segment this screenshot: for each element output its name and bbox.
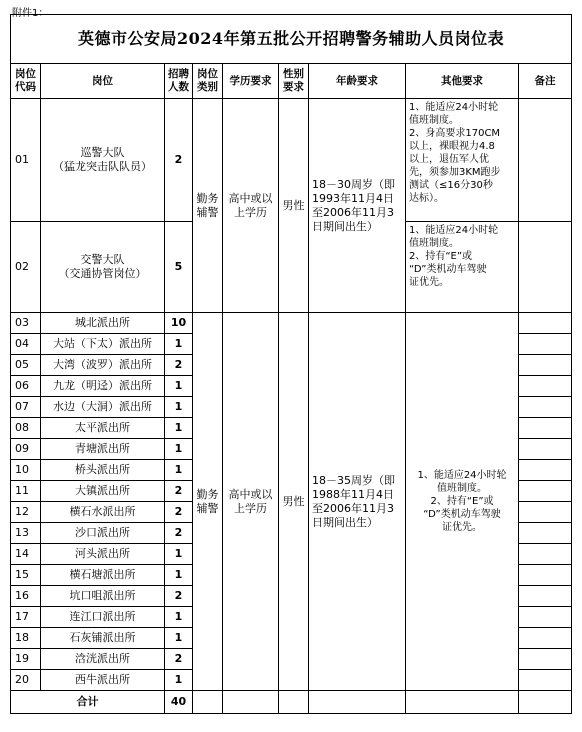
- row-position: 水边（大洞）派出所: [41, 397, 165, 418]
- row-position: 坑口咀派出所: [41, 586, 165, 607]
- row-code: 12: [11, 502, 41, 523]
- row-count: 1: [165, 460, 193, 481]
- row-note: [519, 607, 572, 628]
- row-code: 05: [11, 355, 41, 376]
- row-note: [519, 355, 572, 376]
- row-position: 横石塘派出所: [41, 565, 165, 586]
- header-row: [11, 64, 572, 99]
- row-count: 2: [165, 481, 193, 502]
- row-count: 1: [165, 670, 193, 691]
- row-position: 大站（下太）派出所: [41, 334, 165, 355]
- row-note: [519, 565, 572, 586]
- row-position: 横石水派出所: [41, 502, 165, 523]
- row-note: [519, 376, 572, 397]
- row-count: 2: [165, 99, 193, 222]
- row-position: 九龙（明迳）派出所: [41, 376, 165, 397]
- attachment-label: 附件1：: [12, 8, 49, 19]
- table-row: [11, 99, 572, 222]
- row-code: 07: [11, 397, 41, 418]
- row-note: [519, 502, 572, 523]
- row-code: 11: [11, 481, 41, 502]
- row-note: [519, 222, 572, 313]
- row-code: 09: [11, 439, 41, 460]
- group2-age: 18－35周岁（即 1988年11月4日 至2006年11月3 日期间出生）: [309, 313, 406, 691]
- row-note: [519, 460, 572, 481]
- row-code: 19: [11, 649, 41, 670]
- row-position: 西牛派出所: [41, 670, 165, 691]
- header-code: 岗位 代码: [11, 64, 41, 99]
- row-position: 巡警大队 （猛龙突击队队员）: [41, 99, 165, 222]
- row-count: 1: [165, 397, 193, 418]
- row-note: [519, 523, 572, 544]
- row-position: 浛洸派出所: [41, 649, 165, 670]
- header-category: 岗位 类别: [193, 64, 223, 99]
- header-education: 学历要求: [223, 64, 279, 99]
- row-count: 1: [165, 628, 193, 649]
- header-position: 岗位: [41, 64, 165, 99]
- row-note: [519, 397, 572, 418]
- group2-gender: 男性: [279, 313, 309, 691]
- row-count: 2: [165, 586, 193, 607]
- row-count: 10: [165, 313, 193, 334]
- header-other: 其他要求: [406, 64, 519, 99]
- header-count: 招聘 人数: [165, 64, 193, 99]
- row-count: 2: [165, 523, 193, 544]
- row-note: [519, 481, 572, 502]
- row-note: [519, 628, 572, 649]
- row-count: 1: [165, 544, 193, 565]
- group1-age: 18－30周岁（即 1993年11月4日 至2006年11月3 日期间出生）: [309, 99, 406, 313]
- row-position: 河头派出所: [41, 544, 165, 565]
- row-code: 14: [11, 544, 41, 565]
- row-position: 交警大队 （交通协管岗位）: [41, 222, 165, 313]
- row-position: 青塘派出所: [41, 439, 165, 460]
- row-position: 连江口派出所: [41, 607, 165, 628]
- row-code: 08: [11, 418, 41, 439]
- row-count: 1: [165, 439, 193, 460]
- table-row: [11, 313, 572, 334]
- table-title: 英德市公安局2024年第五批公开招聘警务辅助人员岗位表: [11, 15, 572, 64]
- positions-table: [10, 14, 572, 714]
- group1-education: 高中或以 上学历: [223, 99, 279, 313]
- header-note: 备注: [519, 64, 572, 99]
- total-row: [11, 691, 572, 714]
- group1-category: 勤务 辅警: [193, 99, 223, 313]
- row-other-requirements: 1、能适应24小时轮 值班制度。 2、持有“E”或 “D”类机动车驾驶 证优先。: [406, 222, 519, 313]
- row-position: 大湾（波罗）派出所: [41, 355, 165, 376]
- header-gender: 性别 要求: [279, 64, 309, 99]
- group2-other-requirements: 1、能适应24小时轮 值班制度。 2、持有“E”或 “D”类机动车驾驶 证优先。: [406, 313, 519, 691]
- row-note: [519, 313, 572, 334]
- row-note: [519, 649, 572, 670]
- row-note: [519, 439, 572, 460]
- row-code: 16: [11, 586, 41, 607]
- row-code: 15: [11, 565, 41, 586]
- row-count: 2: [165, 355, 193, 376]
- row-count: 2: [165, 649, 193, 670]
- row-note: [519, 544, 572, 565]
- row-code: 17: [11, 607, 41, 628]
- row-count: 5: [165, 222, 193, 313]
- row-position: 城北派出所: [41, 313, 165, 334]
- row-code: 20: [11, 670, 41, 691]
- row-count: 1: [165, 565, 193, 586]
- row-code: 02: [11, 222, 41, 313]
- total-count: 40: [165, 691, 193, 714]
- row-count: 1: [165, 334, 193, 355]
- row-code: 03: [11, 313, 41, 334]
- row-note: [519, 670, 572, 691]
- row-code: 18: [11, 628, 41, 649]
- row-note: [519, 418, 572, 439]
- row-code: 04: [11, 334, 41, 355]
- row-count: 1: [165, 376, 193, 397]
- row-note: [519, 586, 572, 607]
- row-other-requirements: 1、能适应24小时轮 值班制度。 2、身高要求170CM 以上，裸眼视力4.8 以上，退伍军人优 先，须参加3KM跑步 测试（≤16分30秒 达标）。: [406, 99, 519, 222]
- row-code: 01: [11, 99, 41, 222]
- row-position: 大镇派出所: [41, 481, 165, 502]
- row-count: 1: [165, 418, 193, 439]
- group1-gender: 男性: [279, 99, 309, 313]
- row-position: 太平派出所: [41, 418, 165, 439]
- row-code: 06: [11, 376, 41, 397]
- row-count: 2: [165, 502, 193, 523]
- row-count: 1: [165, 607, 193, 628]
- row-note: [519, 99, 572, 222]
- group2-category: 勤务 辅警: [193, 313, 223, 691]
- row-note: [519, 334, 572, 355]
- row-code: 10: [11, 460, 41, 481]
- row-position: 桥头派出所: [41, 460, 165, 481]
- row-position: 石灰铺派出所: [41, 628, 165, 649]
- header-age: 年龄要求: [309, 64, 406, 99]
- row-code: 13: [11, 523, 41, 544]
- total-label: 合计: [11, 691, 165, 714]
- row-position: 沙口派出所: [41, 523, 165, 544]
- group2-education: 高中或以 上学历: [223, 313, 279, 691]
